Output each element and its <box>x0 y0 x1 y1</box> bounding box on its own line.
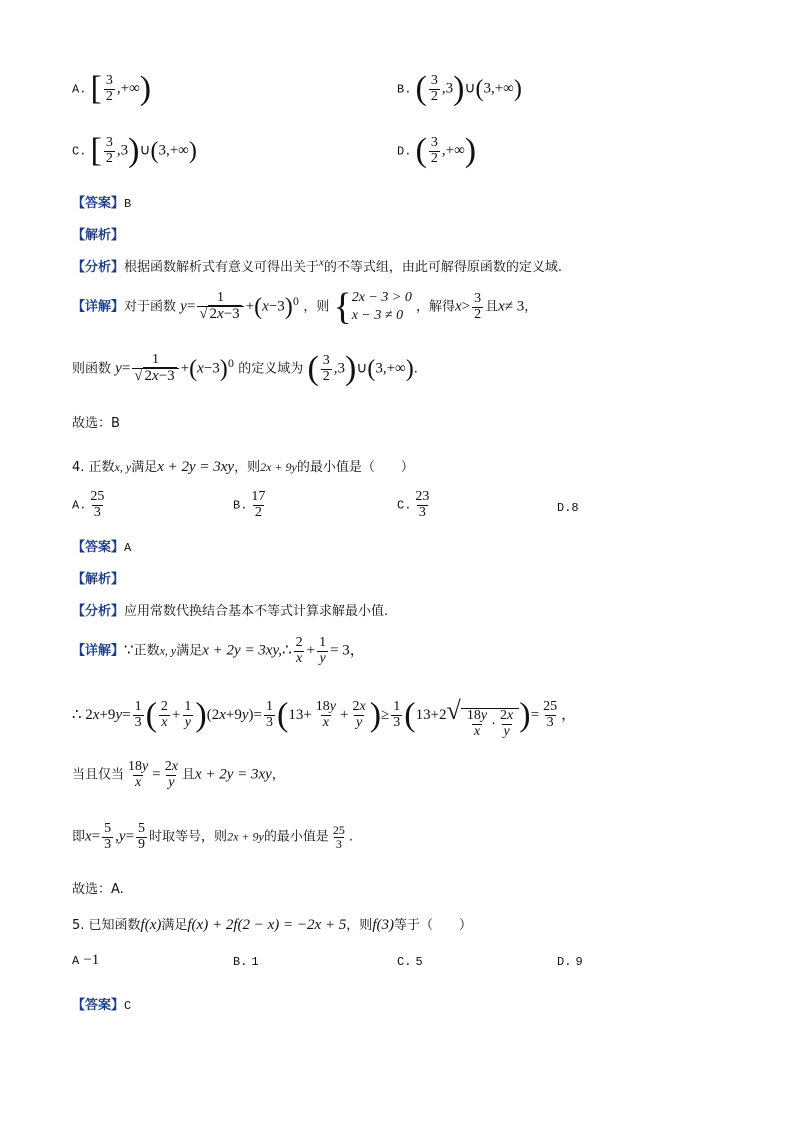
q4-derivation: ∴ 2x+9y= $\frac{1}{3}$ ( $\frac{2}{x}$ + $\frac{1}{y}$ )(2x+9y)= $\frac{1}{3}$ (13+ $\frac{18y}{x}$ + $\frac{2x}{y}$ )≥ $\frac{1}{3}$ (13+2√ $\frac{18y}{x}$ · $\frac{2x}{y}$ )= $\frac{25}{3}$ ， <box>72 696 577 739</box>
q3-option-d: D. ( $\frac{3}{2}$ ,+∞) <box>397 132 477 169</box>
option-label: D. <box>397 144 412 159</box>
q4-fenxi: 【分析】应用常数代换结合基本不等式计算求解最小值. <box>72 604 389 619</box>
fraction: $\frac{3}{2}$ <box>430 134 438 166</box>
q3-detail: 【详解】对于函数 y= $\frac{1}{√ 2x-3}$ $+(x-3)^0$ ，则 { 2x − 3 > 0 x − 3 ≠ 0 ，解得x> $\frac{3}{2}$ 且x≠ 3， <box>72 286 538 328</box>
fraction: $\frac{3}{2}$ <box>430 72 438 104</box>
option-label: C. <box>72 144 87 159</box>
q3-answer: 【答案】B <box>72 196 132 211</box>
q5-stem: 5. 已知函数f(x)满足f(x) + 2f(2 − x) = −2x + 5，则f(3)等于（ ） <box>72 917 472 933</box>
q3-fenxi: 【分析】根据函数解析式有意义可得出关于$^x$的不等式组，由此可解得原函数的定义域. <box>72 256 563 275</box>
q5-option-d: D. 9 <box>557 955 583 969</box>
option-label: A. <box>72 82 87 97</box>
q5-option-a: A −1 <box>72 952 100 968</box>
fraction: $\frac{3}{2}$ <box>105 72 113 104</box>
q4-option-b: B. $\frac{17}{2}$ <box>233 489 266 520</box>
q3-option-a: A. [ $\frac{3}{2}$ ,+∞) <box>72 70 152 107</box>
q4-result: 即x= $\frac{5}{3}$ ,y= $\frac{5}{9}$ 时取等号，则2x + 9y的最小值是 $\frac{25}{3}$ . <box>72 821 353 852</box>
q5-option-c: C. 5 <box>397 955 423 969</box>
q4-detail: 【详解】∵正数x, y满足x + 2y = 3xy,∴ $\frac{2}{x}$ + $\frac{1}{y}$ = 3， <box>72 635 365 666</box>
q4-analysis-heading: 【解析】 <box>72 572 125 587</box>
q4-choose: 故选：A. <box>72 882 124 897</box>
q3-option-c: C. [ $\frac{3}{2}$ ,3)∪(3,+∞) <box>72 132 197 169</box>
q4-equality-condition: 当且仅当 $\frac{18y}{x}$ = $\frac{2x}{y}$ 且x + 2y = 3xy， <box>72 759 285 790</box>
q3-analysis-heading: 【解析】 <box>72 228 125 243</box>
q4-option-c: C. $\frac{23}{3}$ <box>397 489 430 520</box>
q3-conclusion: 则函数 y= $\frac{1}{√ 2x-3}$ $+(x-3)^0$ 的定义域为 ( $\frac{3}{2}$ ,3)∪(3,+∞). <box>72 350 418 387</box>
q4-option-a: A. $\frac{25}{3}$ <box>72 489 105 520</box>
q5-answer: 【答案】C <box>72 998 132 1013</box>
q4-stem: 4. 正数x, y满足x + 2y = 3xy，则2x + 9y的最小值是（ ） <box>72 459 414 475</box>
q4-answer: 【答案】A <box>72 540 132 555</box>
fraction: $\frac{3}{2}$ <box>105 134 113 166</box>
q4-option-d: D.8 <box>557 501 579 515</box>
q3-option-b: B. ( $\frac{3}{2}$ ,3)∪(3,+∞) <box>397 70 522 107</box>
q3-choose: 故选：B <box>72 416 120 431</box>
q5-option-b: B. 1 <box>233 955 259 969</box>
option-label: B. <box>397 82 412 97</box>
